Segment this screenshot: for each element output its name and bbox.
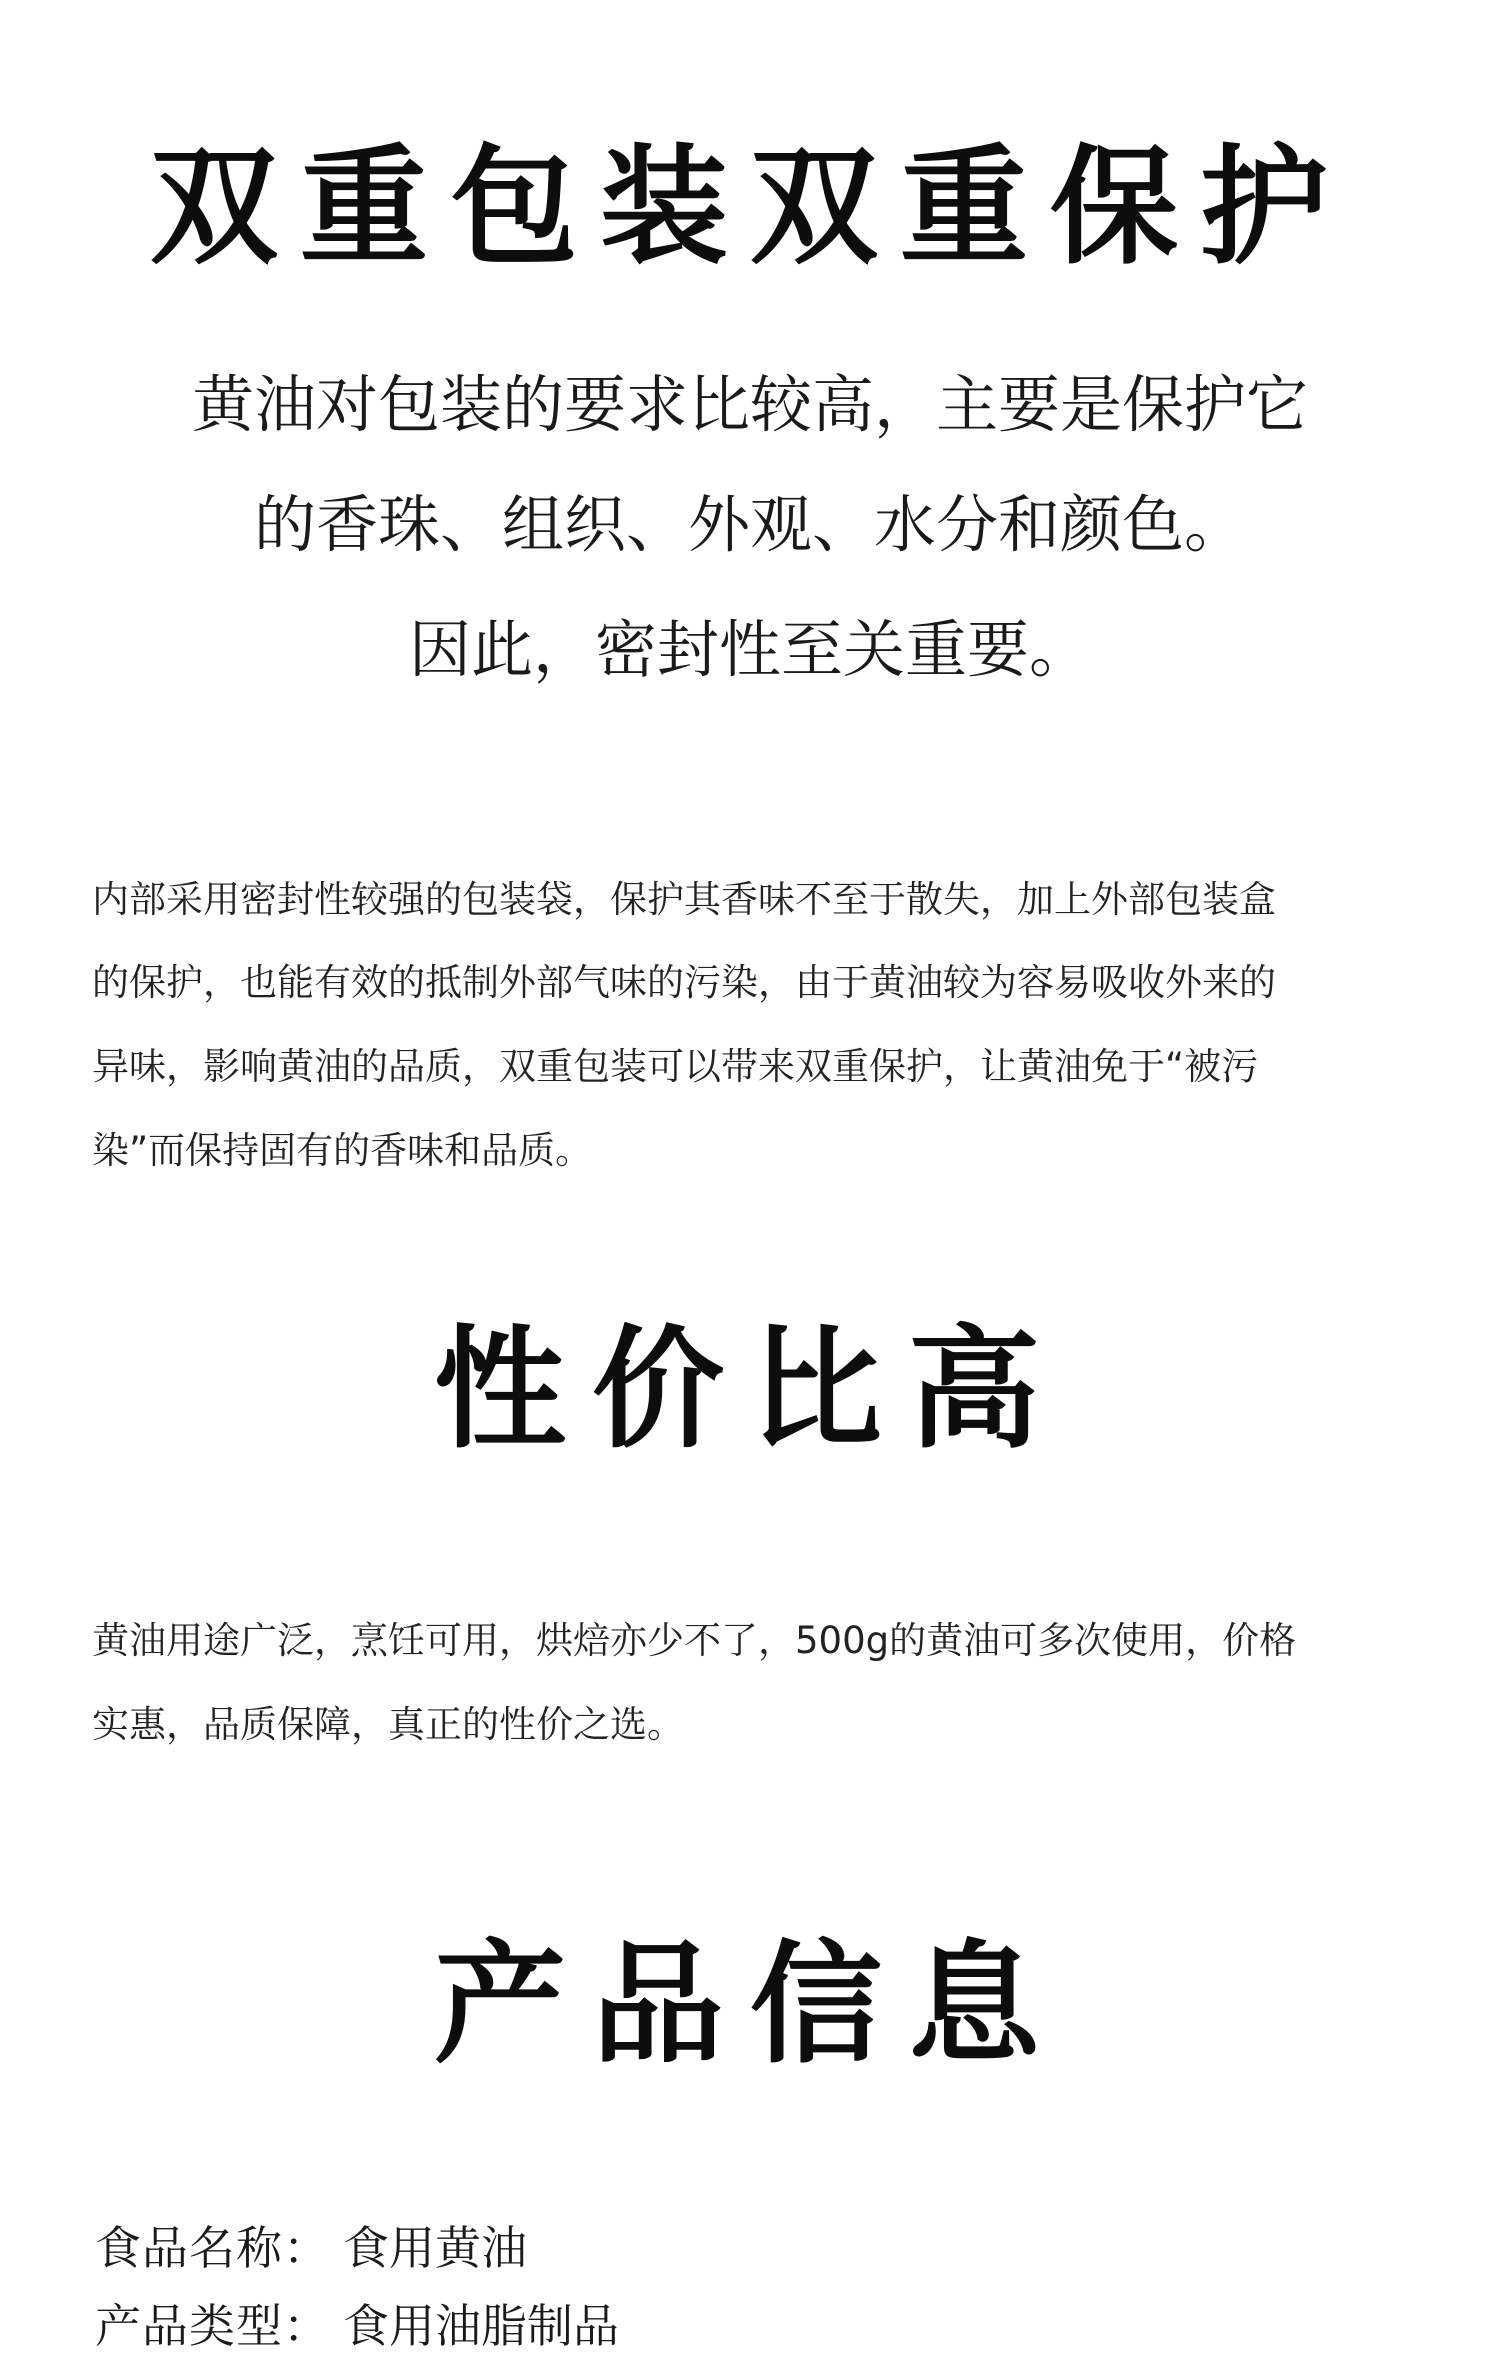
body-line: 黄油用途广泛，烹饪可用，烘焙亦少不了，500g的黄油可多次使用，价格 [92, 1619, 1297, 1662]
body-line: 实惠，品质保障，真正的性价之选。 [92, 1703, 684, 1746]
heading-value: 性价比高 [434, 1313, 1066, 1467]
body-line: 异味，影响黄油的品质，双重包装可以带来双重保护，让黄油免于“被污 [92, 1045, 1259, 1088]
info-row-product-type [95, 2296, 619, 2356]
lead-line: 因此，密封性至关重要。 [408, 613, 1091, 686]
info-row-food-name [95, 2218, 527, 2278]
body-line: 内部采用密封性较强的包装袋，保护其香味不至于散失，加上外部包装盒 [92, 878, 1276, 921]
heading-double-packaging: 双重包装双重保护 [149, 133, 1350, 282]
info-value: 食用黄油 [343, 2221, 527, 2275]
heading-product-info: 产品信息 [434, 1928, 1066, 2082]
info-label: 食品名称 [95, 2221, 283, 2275]
info-label: 产品类型 [95, 2299, 283, 2353]
info-separator: ： [283, 2299, 329, 2353]
info-separator: ： [283, 2221, 329, 2275]
info-value: 食用油脂制品 [343, 2299, 619, 2353]
lead-line: 黄油对包装的要求比较高，主要是保护它 [191, 368, 1308, 441]
body-line: 染”而保持固有的香味和品质。 [92, 1129, 593, 1172]
body-line: 的保护，也能有效的抵制外部气味的污染，由于黄油较为容易吸收外来的 [92, 961, 1276, 1004]
lead-line: 的香珠、组织、外观、水分和颜色。 [253, 488, 1246, 561]
